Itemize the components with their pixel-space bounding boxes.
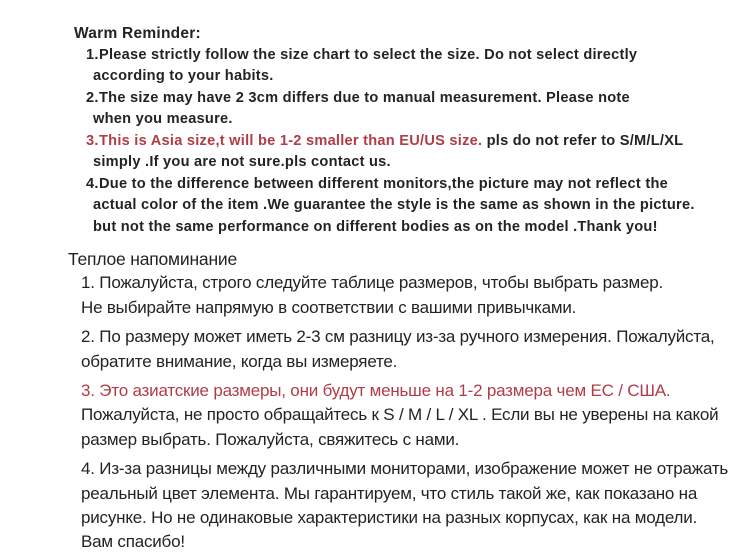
english-item-1 [86,45,695,88]
asia-size-warning-ru: 3. Это азиатские размеры, они будут меньше на 1-2 размера чем ЕС / США. [81,381,671,401]
english-item-4 [86,174,695,239]
russian-paragraph-4-line-3: рисунке. Но не одинаковые характеристики на разных корпусах, как на модели. [81,508,698,528]
russian-paragraph-4-line-2: реальный цвет элемента. Мы гарантируем, что стиль такой же, как показано на [81,483,698,503]
english-item-3-text: pls do not refer to S/M/L/XL [482,132,684,149]
russian-paragraph-2-line-2: обратите внимание, когда вы измеряете. [81,351,398,371]
item-number: 1. [86,46,99,63]
english-item-1-line-1 [86,45,695,67]
russian-paragraph-4-line-1: 4. Из-за разницы между различными мониторами, изображение может не отражать [81,459,729,479]
english-item-3 [86,131,695,174]
english-item-4-text: Due to the difference between different monitors,the picture may not reflect the [99,175,668,192]
russian-paragraph-4-line-4: Вам спасибо! [81,532,185,552]
russian-paragraph-1 [81,271,728,320]
english-list [86,45,695,239]
item-number: 3. [86,132,99,149]
english-item-2 [86,88,695,131]
english-item-2-line-1 [86,88,695,110]
english-item-4-line-3: but not the same performance on different bodies as on the model .Thank you! [93,218,658,235]
russian-paragraph-3-line-3: размер выбрать. Пожалуйста, свяжитесь с нами. [81,429,460,449]
english-item-2-text: The size may have 2 3cm differs due to manual measurement. Please note [99,89,630,106]
russian-paragraph-2-line-1: 2. По размеру может иметь 2-3 см разницу из-за ручного измерения. Пожалуйста, [81,327,715,347]
russian-section [68,247,728,555]
english-item-4-line-2: actual color of the item .We guarantee the style is the same as shown in the picture. [93,197,695,213]
russian-title: Теплое напоминание [68,249,238,269]
english-title: Warm Reminder: [74,25,201,42]
english-item-2-line-2: when you measure. [93,111,233,127]
russian-paragraph-3-line-2: Пожалуйста, не просто обращайтесь к S / M / L / XL . Если вы не уверены на какой [81,405,719,425]
item-number: 4. [86,175,99,192]
english-item-4-line-1 [86,174,695,196]
russian-paragraph-3 [81,379,728,452]
russian-paragraph-2 [81,325,728,374]
russian-list [81,271,728,554]
russian-paragraph-1-line-2: Не выбирайте напрямую в соответствии с вашими привычками. [81,297,577,317]
english-item-3-line-2: simply .If you are not sure.pls contact us. [93,154,391,170]
english-item-1-line-2: according to your habits. [93,68,274,84]
asia-size-warning-en: This is Asia size,t will be 1-2 smaller than EU/US size. [99,132,483,149]
russian-paragraph-1-line-1: 1. Пожалуйста, строго следуйте таблице размеров, чтобы выбрать размер. [81,273,664,293]
english-section [74,23,695,238]
english-item-3-line-1 [86,131,695,153]
russian-paragraph-4 [81,457,728,555]
item-number: 2. [86,89,99,106]
english-item-1-text: Please strictly follow the size chart to select the size. Do not select directly [99,46,638,63]
